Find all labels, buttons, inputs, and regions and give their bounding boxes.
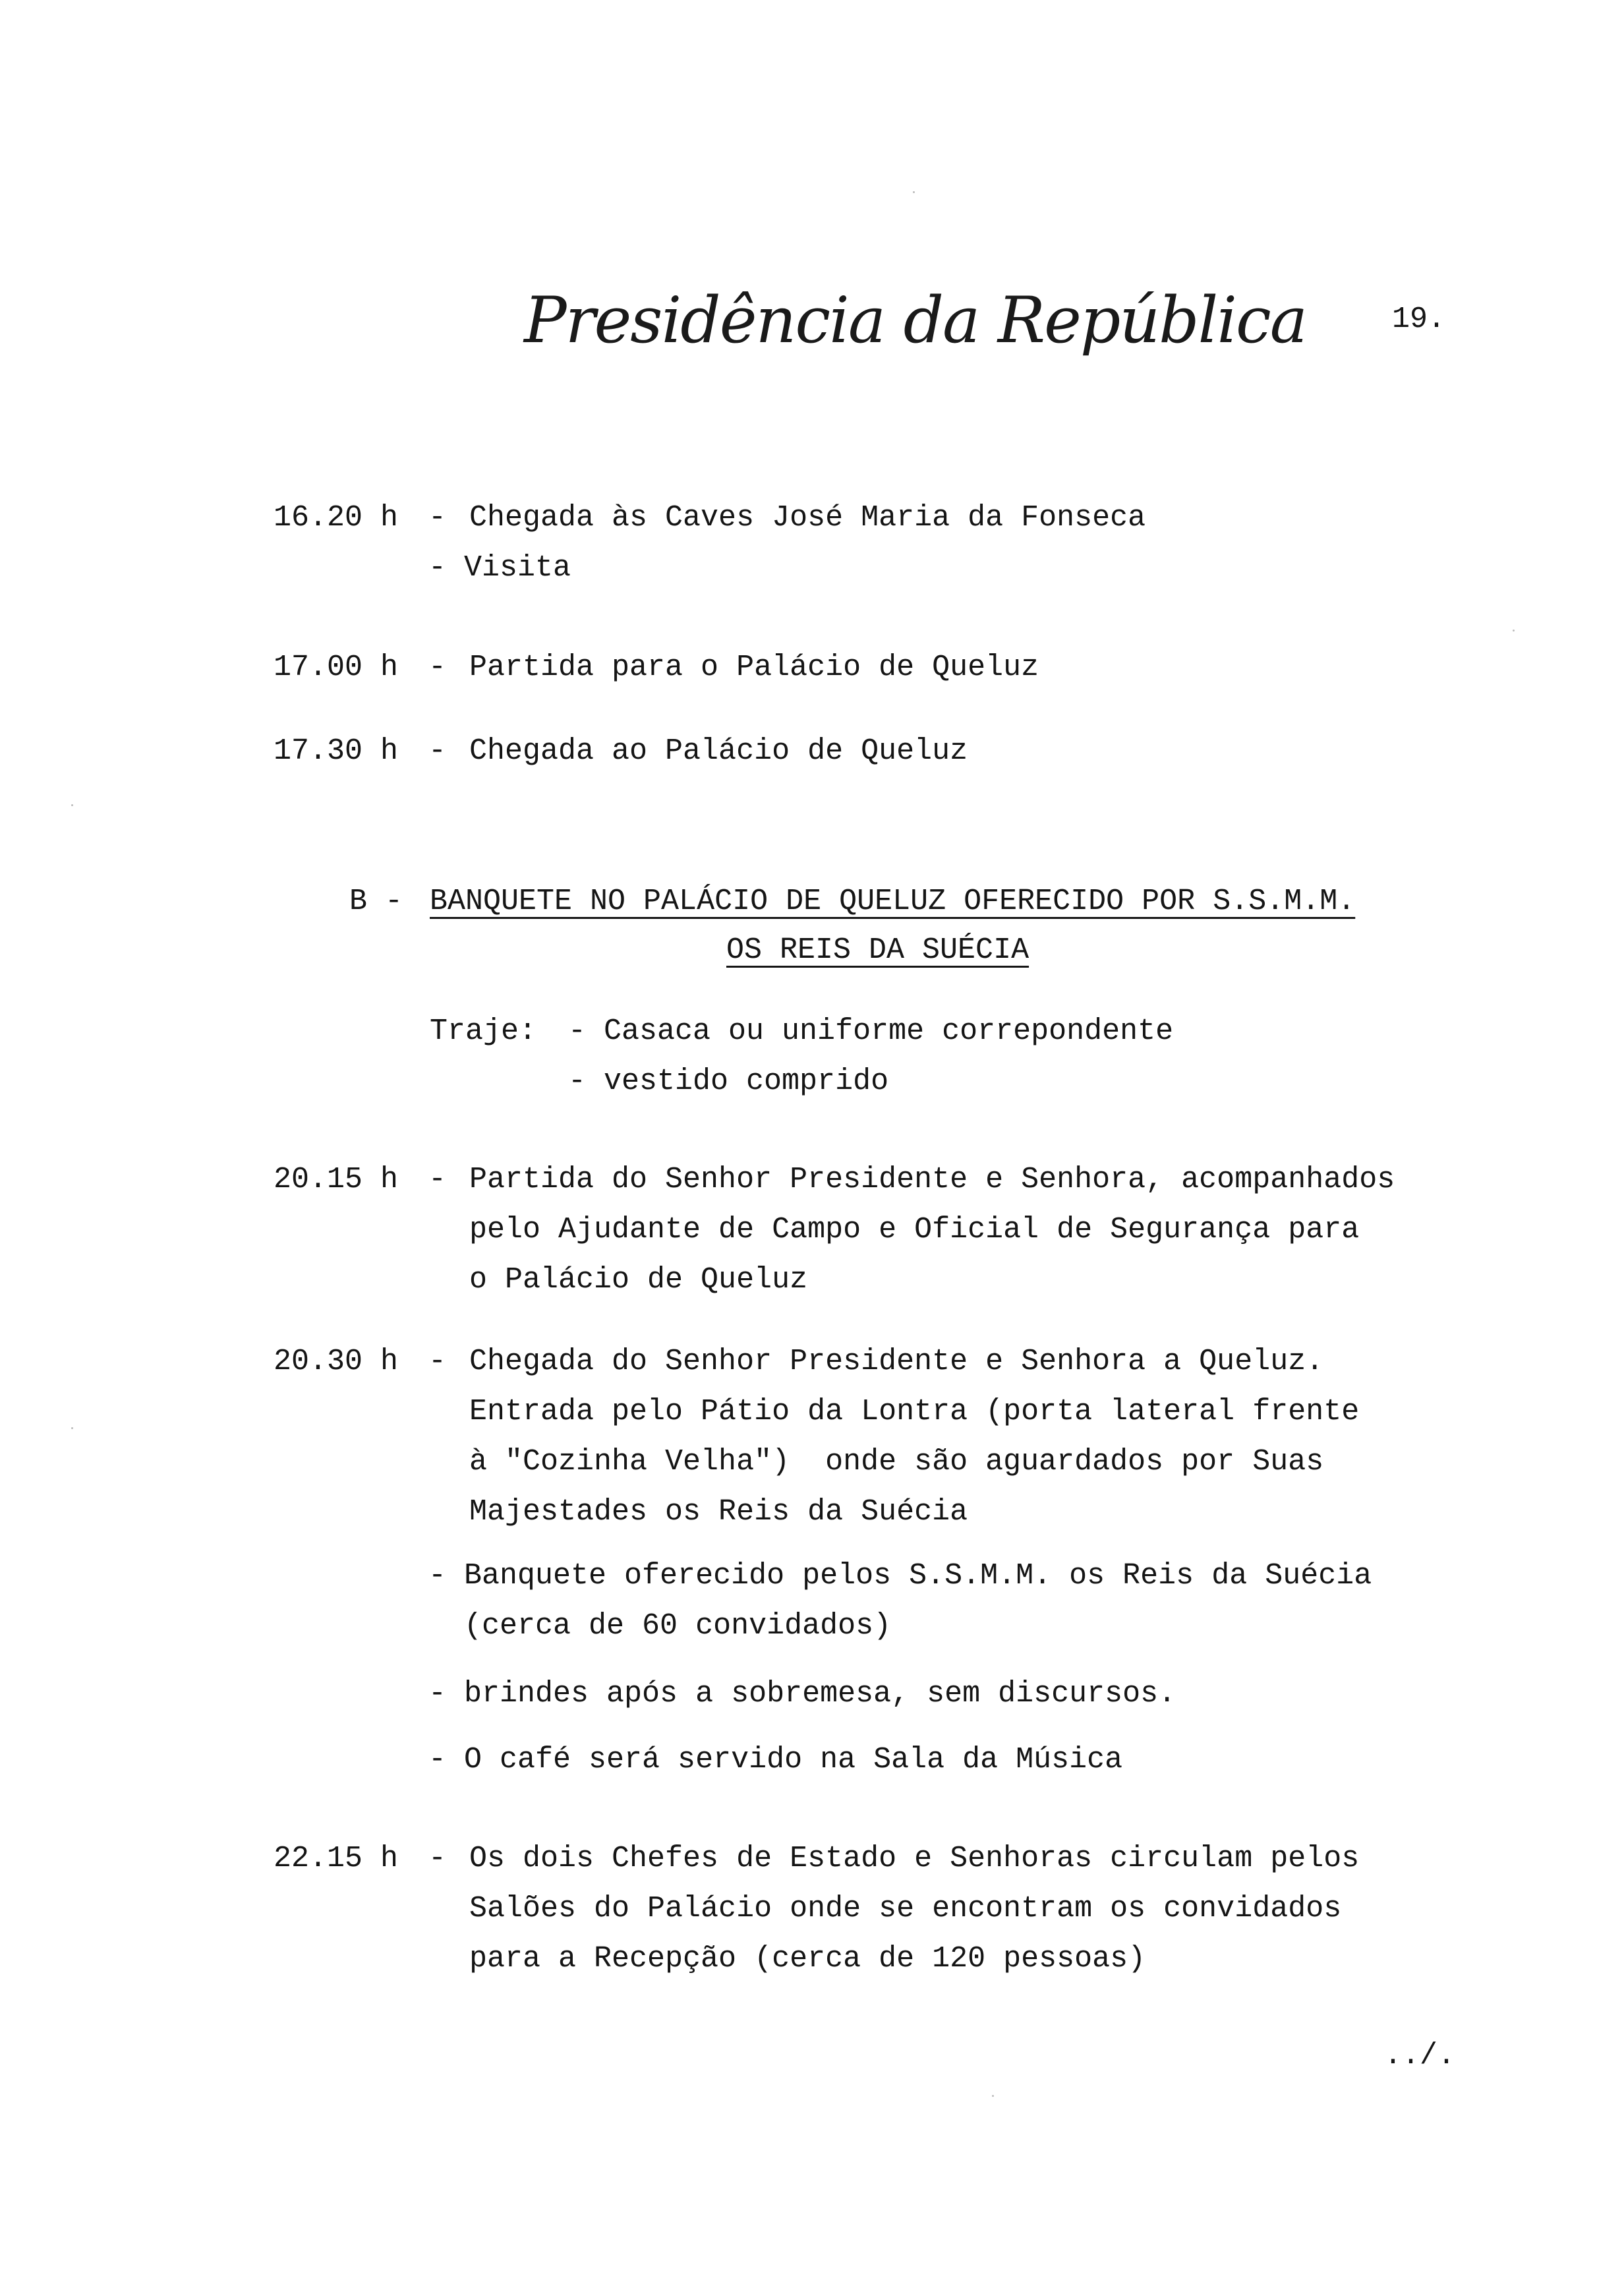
dash: - bbox=[428, 1842, 447, 1875]
continuation-mark: ../. bbox=[1384, 2039, 1456, 2073]
scan-speck bbox=[992, 2095, 994, 2097]
dash: - bbox=[428, 651, 447, 684]
entry-text: o Palácio de Queluz bbox=[469, 1263, 808, 1297]
bullet-item-continued: (cerca de 60 convidados) bbox=[428, 1609, 892, 1643]
section-title: BANQUETE NO PALÁCIO DE QUELUZ OFERECIDO POR S.S.M.M. bbox=[430, 885, 1356, 918]
entry-text: Salões do Palácio onde se encontram os convidados bbox=[469, 1892, 1342, 1926]
time-label: 20.15 h bbox=[274, 1163, 399, 1196]
letterhead-title: Presidência da República bbox=[524, 283, 1307, 357]
entry-text: Majestades os Reis da Suécia bbox=[469, 1495, 968, 1529]
entry-text: Partida do Senhor Presidente e Senhora, acompanhados bbox=[469, 1163, 1395, 1196]
entry-text: Partida para o Palácio de Queluz bbox=[469, 651, 1039, 684]
dress-item: - Casaca ou uniforme correpondente bbox=[568, 1015, 1174, 1048]
entry-text: à "Cozinha Velha") onde são aguardados por Suas bbox=[469, 1445, 1324, 1479]
dash: - bbox=[428, 1345, 447, 1378]
page-number: 19. bbox=[1392, 303, 1446, 336]
entry-text: Chegada às Caves José Maria da Fonseca bbox=[469, 501, 1146, 535]
dress-item: - vestido comprido bbox=[568, 1065, 889, 1098]
time-label: 17.30 h bbox=[274, 734, 399, 768]
bullet-item: - O café será servido na Sala da Música bbox=[428, 1743, 1123, 1777]
dash: - bbox=[428, 1163, 447, 1196]
entry-text: Entrada pelo Pátio da Lontra (porta lateral frente bbox=[469, 1395, 1360, 1428]
dress-label: Traje: bbox=[430, 1015, 537, 1048]
entry-text: Os dois Chefes de Estado e Senhoras circulam pelos bbox=[469, 1842, 1360, 1875]
scan-speck bbox=[71, 804, 73, 806]
entry-text: para a Recepção (cerca de 120 pessoas) bbox=[469, 1942, 1146, 1976]
bullet-item: - brindes após a sobremesa, sem discursos. bbox=[428, 1677, 1176, 1711]
time-label: 17.00 h bbox=[274, 651, 399, 684]
time-label: 16.20 h bbox=[274, 501, 399, 535]
dash: - bbox=[428, 734, 447, 768]
entry-text: Chegada ao Palácio de Queluz bbox=[469, 734, 968, 768]
time-label: 22.15 h bbox=[274, 1842, 399, 1875]
entry-text: pelo Ajudante de Campo e Oficial de Segurança para bbox=[469, 1213, 1360, 1247]
entry-subitem: - Visita bbox=[428, 551, 571, 585]
scan-speck bbox=[913, 191, 915, 193]
bullet-item: - Banquete oferecido pelos S.S.M.M. os Reis da Suécia bbox=[428, 1559, 1372, 1593]
entry-text: Chegada do Senhor Presidente e Senhora a Queluz. bbox=[469, 1345, 1324, 1378]
scan-speck bbox=[1513, 630, 1515, 632]
section-title-continued: OS REIS DA SUÉCIA bbox=[726, 933, 1030, 967]
scan-speck bbox=[71, 1427, 73, 1429]
dash: - bbox=[428, 501, 447, 535]
section-letter: B - bbox=[349, 885, 403, 918]
time-label: 20.30 h bbox=[274, 1345, 399, 1378]
